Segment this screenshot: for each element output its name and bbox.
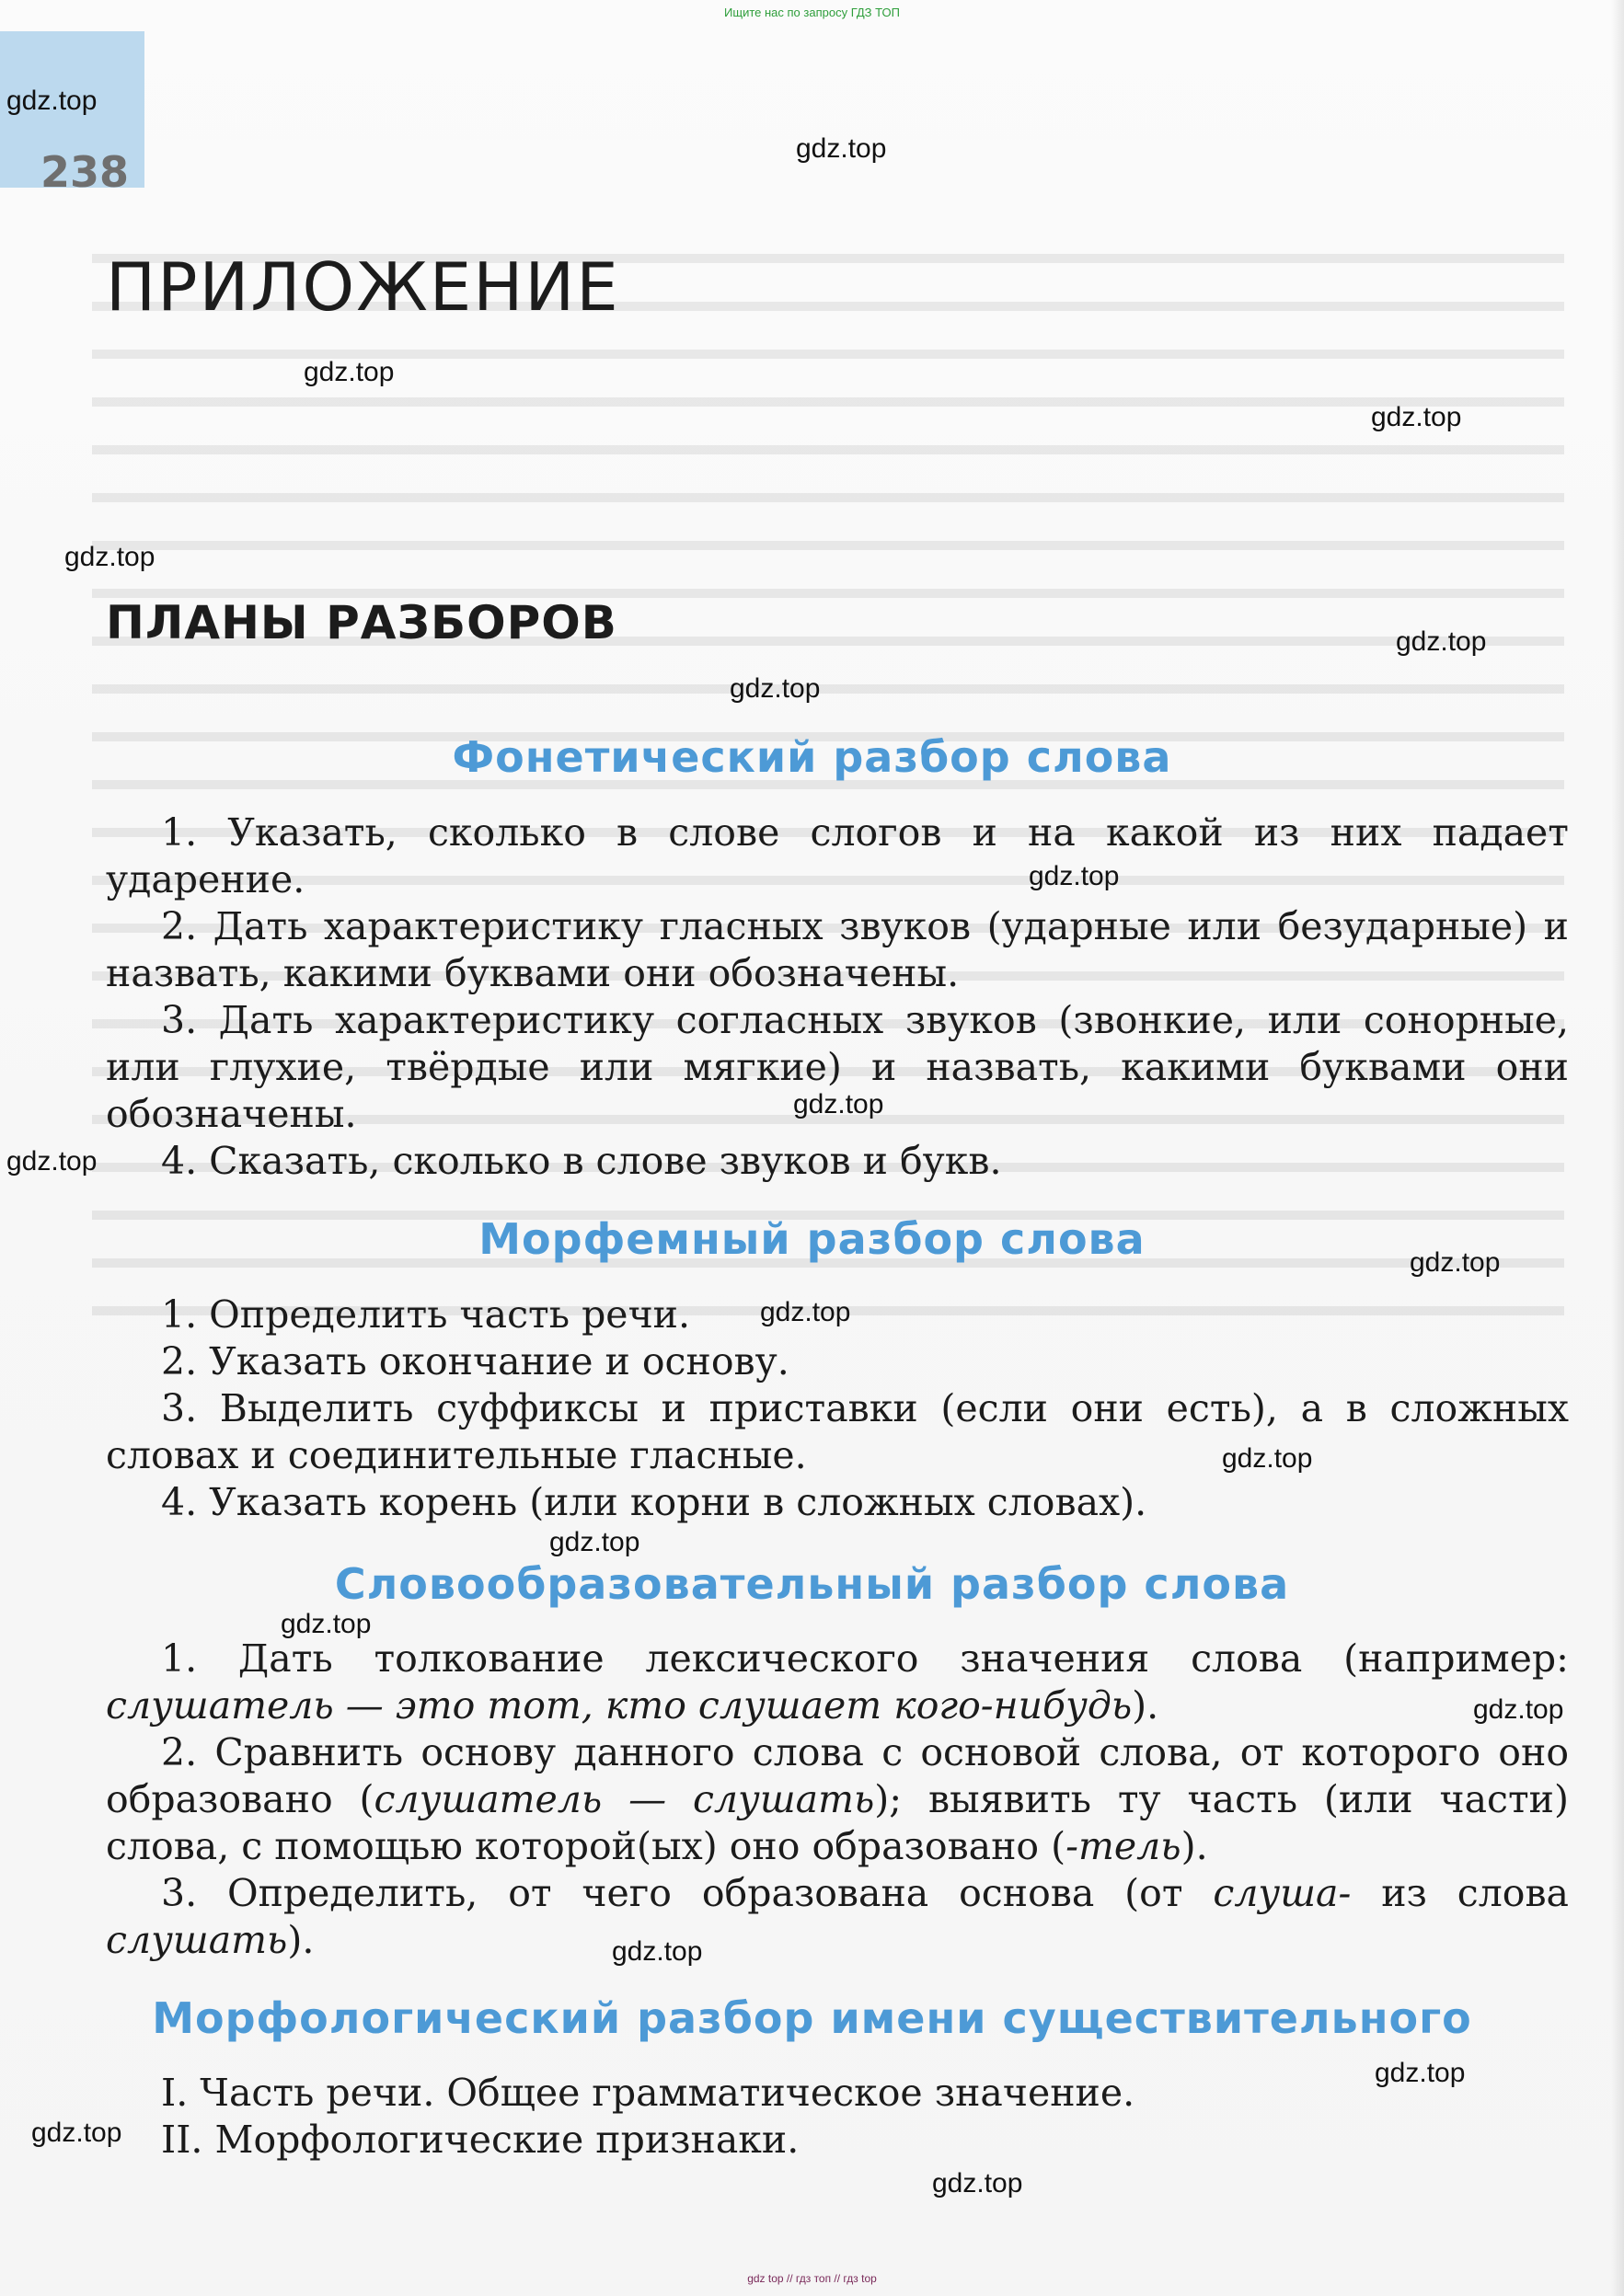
watermark: gdz.top bbox=[793, 1089, 884, 1119]
watermark: gdz.top bbox=[612, 1936, 703, 1967]
phonetic-list bbox=[106, 809, 1569, 1185]
watermark: gdz.top bbox=[1371, 402, 1462, 432]
list-item: 3. Определить, от чего образована основа (от слуша- из слова слушать). bbox=[106, 1871, 1569, 1962]
watermark: gdz.top bbox=[932, 2168, 1023, 2198]
bottom-note: gdz top // гдз топ // гдз top bbox=[747, 2272, 877, 2285]
watermark: gdz.top bbox=[6, 1146, 98, 1177]
watermark: gdz.top bbox=[549, 1527, 640, 1557]
list-item: 2. Дать характеристику гласных звуков (ударные или безударные) и назвать, какими буквами они обозначены. bbox=[106, 904, 1569, 995]
page-edge-shadow bbox=[1611, 0, 1624, 2296]
watermark: gdz.top bbox=[1029, 861, 1120, 891]
watermark: gdz.top bbox=[281, 1609, 372, 1639]
list-item: 1. Дать толкование лексического значения слова (например: слушатель — это тот, кто слушает кого-нибудь). bbox=[106, 1636, 1569, 1728]
watermark: gdz.top bbox=[6, 86, 98, 116]
watermark: gdz.top bbox=[64, 542, 155, 572]
list-item: 1. Указать, сколько в слове слогов и на какой из них падает ударение. bbox=[106, 810, 1569, 901]
watermark: gdz.top bbox=[1222, 1443, 1313, 1474]
plans-title: ПЛАНЫ РАЗБОРОВ bbox=[106, 596, 617, 649]
appendix-title: ПРИЛОЖЕНИЕ bbox=[106, 248, 620, 326]
watermark: gdz.top bbox=[31, 2118, 122, 2148]
word-formation-heading: Словообразовательный разбор слова bbox=[334, 1559, 1290, 1609]
watermark: gdz.top bbox=[304, 357, 395, 387]
list-item: 3. Дать характеристику согласных звуков (звонкие, или сонорные, или глухие, твёрдые или мягкие) и назвать, какими буквами они обозначены. bbox=[106, 998, 1569, 1136]
word-formation-list bbox=[106, 1636, 1569, 1964]
watermark: gdz.top bbox=[1396, 626, 1487, 657]
list-item: 2. Указать окончание и основу. bbox=[161, 1339, 789, 1383]
list-item: II. Морфологические признаки. bbox=[161, 2118, 800, 2162]
list-item: 2. Сравнить основу данного слова с основой слова, от которого оно образовано (слушатель — слушать); выявить ту часть (или части) слова, с помощью которой(ых) оно образовано (-тель). bbox=[106, 1730, 1569, 1868]
morphological-list bbox=[106, 2070, 1569, 2164]
watermark: gdz.top bbox=[730, 673, 821, 704]
morphological-heading: Морфологический разбор имени существительного bbox=[152, 1993, 1472, 2043]
watermark: gdz.top bbox=[760, 1297, 851, 1327]
page-number: 238 bbox=[40, 147, 130, 197]
watermark: gdz.top bbox=[1375, 2058, 1466, 2088]
phonetic-heading: Фонетический разбор слова bbox=[452, 732, 1172, 782]
list-item: I. Часть речи. Общее грамматическое значение. bbox=[161, 2071, 1135, 2115]
list-item: 3. Выделить суффиксы и приставки (если они есть), а в сложных словах и соединительные гласные. bbox=[106, 1386, 1569, 1477]
list-item: 1. Определить часть речи. bbox=[161, 1292, 691, 1337]
list-item: 4. Сказать, сколько в слове звуков и букв. bbox=[161, 1139, 1002, 1183]
list-item: 4. Указать корень (или корни в сложных словах). bbox=[161, 1480, 1147, 1524]
watermark: gdz.top bbox=[1473, 1694, 1564, 1725]
top-note: Ищите нас по запросу ГДЗ ТОП bbox=[724, 6, 900, 19]
morphemic-heading: Морфемный разбор слова bbox=[478, 1214, 1146, 1264]
watermark: gdz.top bbox=[796, 133, 887, 164]
watermark: gdz.top bbox=[1410, 1247, 1501, 1278]
